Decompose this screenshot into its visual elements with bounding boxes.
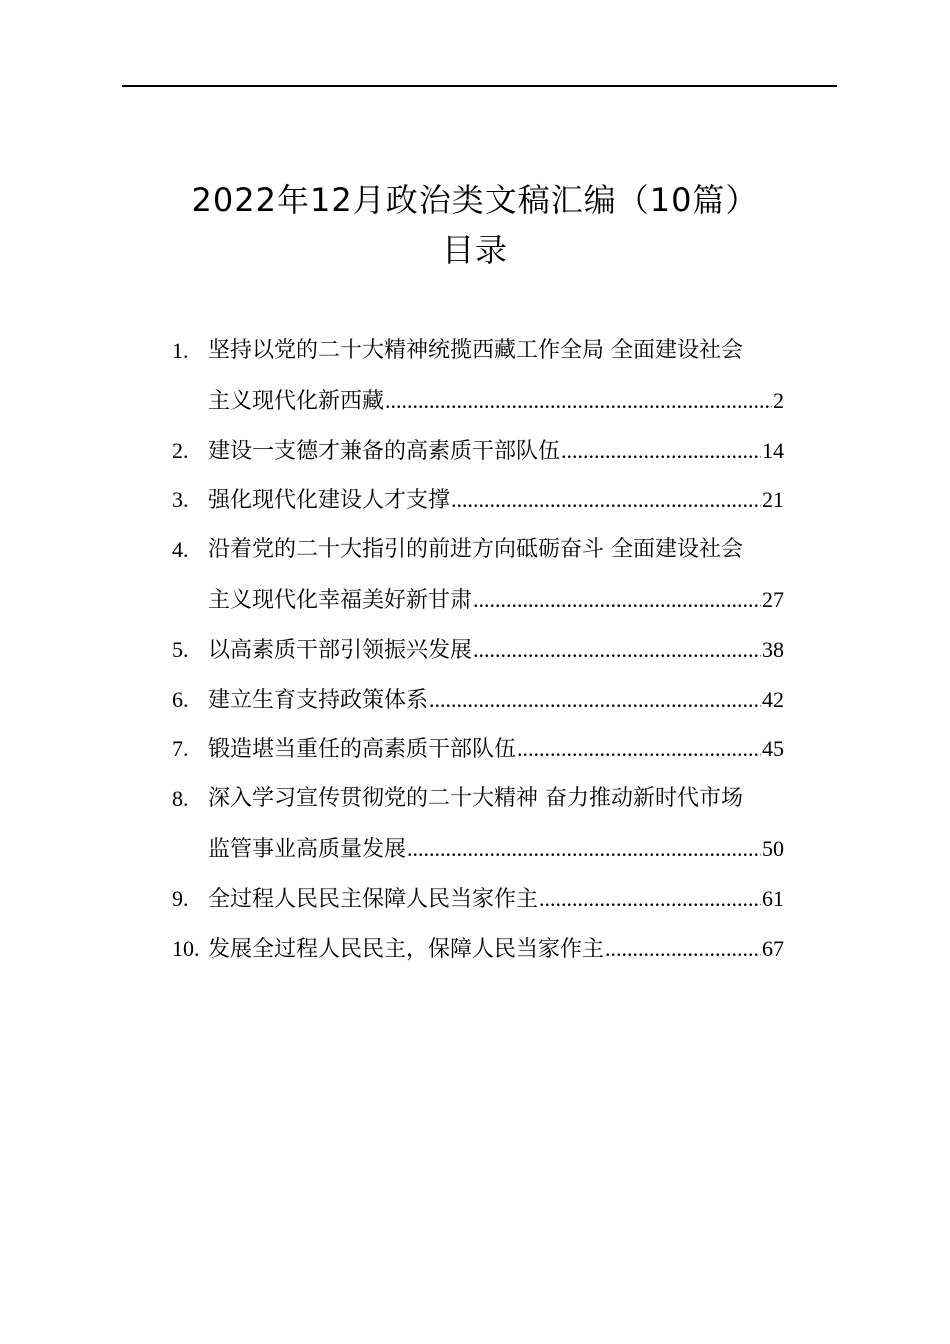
toc-page-number: 50 bbox=[762, 835, 784, 861]
toc-entry-7[interactable] bbox=[172, 724, 832, 774]
toc-leader-dots bbox=[539, 874, 761, 924]
toc-entry-1[interactable] bbox=[172, 326, 832, 426]
toc-entry-number: 5. bbox=[172, 636, 189, 662]
toc-leader-dots bbox=[561, 426, 761, 476]
toc-entry-number: 7. bbox=[172, 736, 189, 762]
toc-page-number: 14 bbox=[762, 437, 784, 463]
toc-entry-title: 主义现代化新西藏 bbox=[208, 388, 385, 414]
toc-page-number: 45 bbox=[762, 736, 784, 762]
toc-entry-number: 1. bbox=[172, 338, 189, 363]
toc-page-number: 21 bbox=[762, 487, 784, 513]
toc-entry-4[interactable] bbox=[172, 525, 832, 625]
toc-entry-title: 建立生育支持政策体系 bbox=[208, 687, 429, 713]
toc-entry-title: 强化现代化建设人才支撑 bbox=[208, 488, 451, 514]
toc-entry-title: 锻造堪当重任的高素质干部队伍 bbox=[208, 737, 517, 763]
toc-entry-title: 沿着党的二十大指引的前进方向砥砺奋斗 全面建设社会 bbox=[208, 537, 743, 563]
toc-page-number: 67 bbox=[762, 935, 784, 961]
toc-entry-8[interactable] bbox=[172, 774, 832, 874]
toc-leader-dots bbox=[429, 675, 761, 725]
toc-heading: 目录 bbox=[441, 231, 508, 269]
toc-entry-number: 4. bbox=[172, 537, 189, 563]
toc-entry-title: 发展全过程人民民主，保障人民当家作主 bbox=[208, 936, 605, 962]
document-title: 2022年12月政治类文稿汇编（10篇） bbox=[191, 181, 759, 219]
toc-leader-dots bbox=[451, 475, 761, 525]
toc-entry-5[interactable] bbox=[172, 625, 832, 675]
toc-page-number: 38 bbox=[762, 636, 784, 662]
toc-entry-title: 以高素质干部引领振兴发展 bbox=[208, 637, 473, 663]
toc-leader-dots bbox=[473, 625, 761, 675]
toc-leader-dots bbox=[385, 376, 772, 426]
header-rule bbox=[122, 85, 837, 87]
toc-entry-3[interactable] bbox=[172, 475, 832, 525]
toc-entry-title: 建设一支德才兼备的高素质干部队伍 bbox=[208, 438, 561, 464]
toc-entry-number: 10. bbox=[172, 935, 200, 961]
table-of-contents bbox=[172, 326, 832, 973]
toc-leader-dots bbox=[407, 824, 761, 874]
toc-entry-10[interactable] bbox=[172, 924, 832, 974]
toc-entry-number: 2. bbox=[172, 437, 189, 463]
toc-leader-dots bbox=[473, 575, 761, 625]
toc-page-number: 27 bbox=[762, 586, 784, 612]
toc-entry-title: 深入学习宣传贯彻党的二十大精神 奋力推动新时代市场 bbox=[208, 786, 743, 812]
toc-entry-number: 8. bbox=[172, 786, 189, 812]
toc-page-number: 2 bbox=[773, 387, 784, 413]
toc-entry-title: 监管事业高质量发展 bbox=[208, 836, 407, 862]
toc-leader-dots bbox=[605, 924, 761, 974]
toc-page-number: 61 bbox=[762, 885, 784, 911]
toc-entry-9[interactable] bbox=[172, 874, 832, 924]
toc-leader-dots bbox=[517, 724, 761, 774]
toc-entry-2[interactable] bbox=[172, 426, 832, 476]
toc-entry-number: 9. bbox=[172, 885, 189, 911]
toc-entry-number: 3. bbox=[172, 487, 189, 513]
toc-entry-title: 坚持以党的二十大精神统揽西藏工作全局 全面建设社会 bbox=[208, 338, 743, 363]
toc-page-number: 42 bbox=[762, 686, 784, 712]
toc-entry-title: 主义现代化幸福美好新甘肃 bbox=[208, 587, 473, 613]
toc-entry-title: 全过程人民民主保障人民当家作主 bbox=[208, 886, 539, 912]
toc-entry-number: 6. bbox=[172, 686, 189, 712]
toc-entry-6[interactable] bbox=[172, 675, 832, 725]
